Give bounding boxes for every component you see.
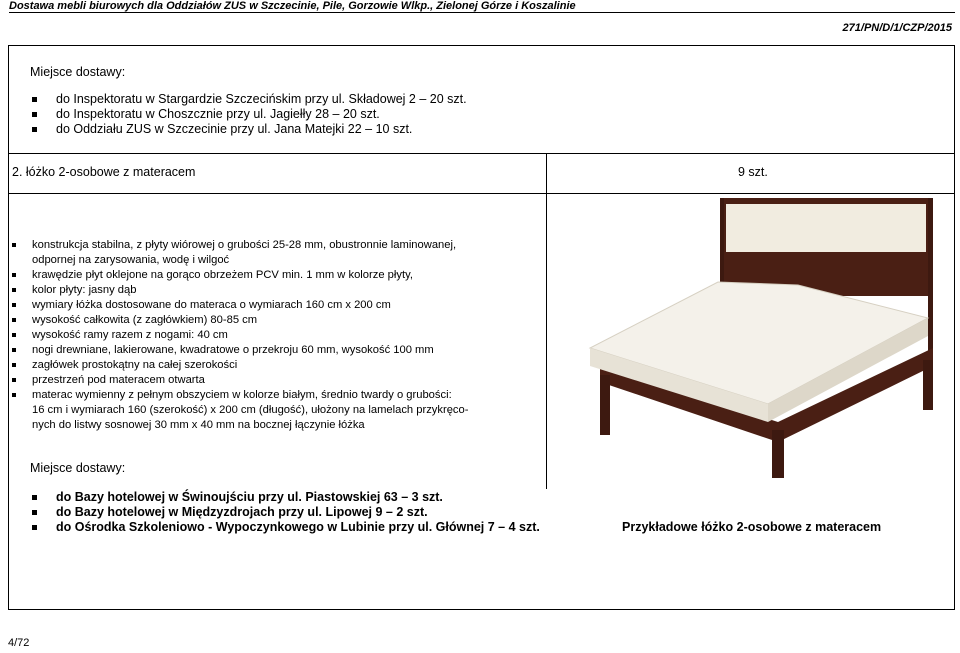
item-quantity: 9 szt. — [738, 165, 768, 179]
list-item: nych do listwy sosnowej 30 mm x 40 mm na bocznej łączynie łóżka — [32, 419, 365, 431]
list-item: wymiary łóżka dostosowane do materaca o wymiarach 160 cm x 200 cm — [12, 298, 542, 313]
delivery-label: Miejsce dostawy: — [30, 461, 126, 475]
bed-image — [578, 190, 938, 480]
table-border-bottom — [8, 609, 954, 610]
list-item: konstrukcja stabilna, z płyty wiórowej o grubości 25-28 mm, obustronnie laminowanej, — [12, 238, 542, 253]
document-header-title: Dostawa mebli biurowych dla Oddziałów ZUS w Szczecinie, Pile, Gorzowie Wlkp., Zielonej Górze i Koszalinie — [9, 0, 576, 12]
table-column-divider — [546, 153, 547, 193]
list-item: do Ośrodka Szkoleniowo - Wypoczynkowego w Lubinie przy ul. Głównej 7 – 4 szt. — [30, 520, 540, 535]
list-item: do Inspektoratu w Stargardzie Szczecińskim przy ul. Składowej 2 – 20 szt. — [30, 92, 467, 107]
list-item: do Oddziału ZUS w Szczecinie przy ul. Jana Matejki 22 – 10 szt. — [30, 122, 467, 137]
delivery-list — [30, 490, 540, 535]
list-item: kolor płyty: jasny dąb — [12, 283, 542, 298]
list-item: wysokość ramy razem z nogami: 40 cm — [12, 328, 542, 343]
list-item: do Bazy hotelowej w Międzyzdrojach przy ul. Lipowej 9 – 2 szt. — [30, 505, 540, 520]
list-item: odpornej na zarysowania, wodę i wilgoć — [32, 254, 230, 266]
reference-number: 271/PN/D/1/CZP/2015 — [842, 22, 952, 34]
page-number: 4/72 — [8, 637, 30, 649]
table-border-left — [8, 45, 9, 610]
list-item: materac wymienny z pełnym obszyciem w kolorze białym, średnio twardy o grubości: — [12, 388, 542, 403]
list-item: do Bazy hotelowej w Świnoujściu przy ul. Piastowskiej 63 – 3 szt. — [30, 490, 540, 505]
list-item: 16 cm i wymiarach 160 (szerokość) x 200 cm (długość), ułożony na lamelach przykręco- — [32, 404, 469, 416]
table-column-divider — [546, 193, 547, 489]
item-title: 2. łóżko 2-osobowe z materacem — [12, 165, 196, 179]
spec-list — [12, 238, 542, 433]
list-item: do Inspektoratu w Choszcznie przy ul. Jagiełły 28 – 20 szt. — [30, 107, 467, 122]
table-border-right — [954, 45, 955, 610]
list-item: przestrzeń pod materacem otwarta — [12, 373, 542, 388]
header-rule — [9, 12, 955, 13]
delivery-list — [30, 92, 467, 137]
table-border-top — [8, 45, 954, 46]
delivery-label: Miejsce dostawy: — [30, 65, 126, 79]
list-item: zagłówek prostokątny na całej szerokości — [12, 358, 542, 373]
table-row-divider — [8, 153, 954, 154]
list-item: wysokość całkowita (z zagłówkiem) 80-85 cm — [12, 313, 542, 328]
image-caption: Przykładowe łóżko 2-osobowe z materacem — [622, 520, 882, 534]
list-item: nogi drewniane, lakierowane, kwadratowe o przekroju 60 mm, wysokość 100 mm — [12, 343, 542, 358]
list-item: krawędzie płyt oklejone na gorąco obrzeżem PCV min. 1 mm w kolorze płyty, — [12, 268, 542, 283]
